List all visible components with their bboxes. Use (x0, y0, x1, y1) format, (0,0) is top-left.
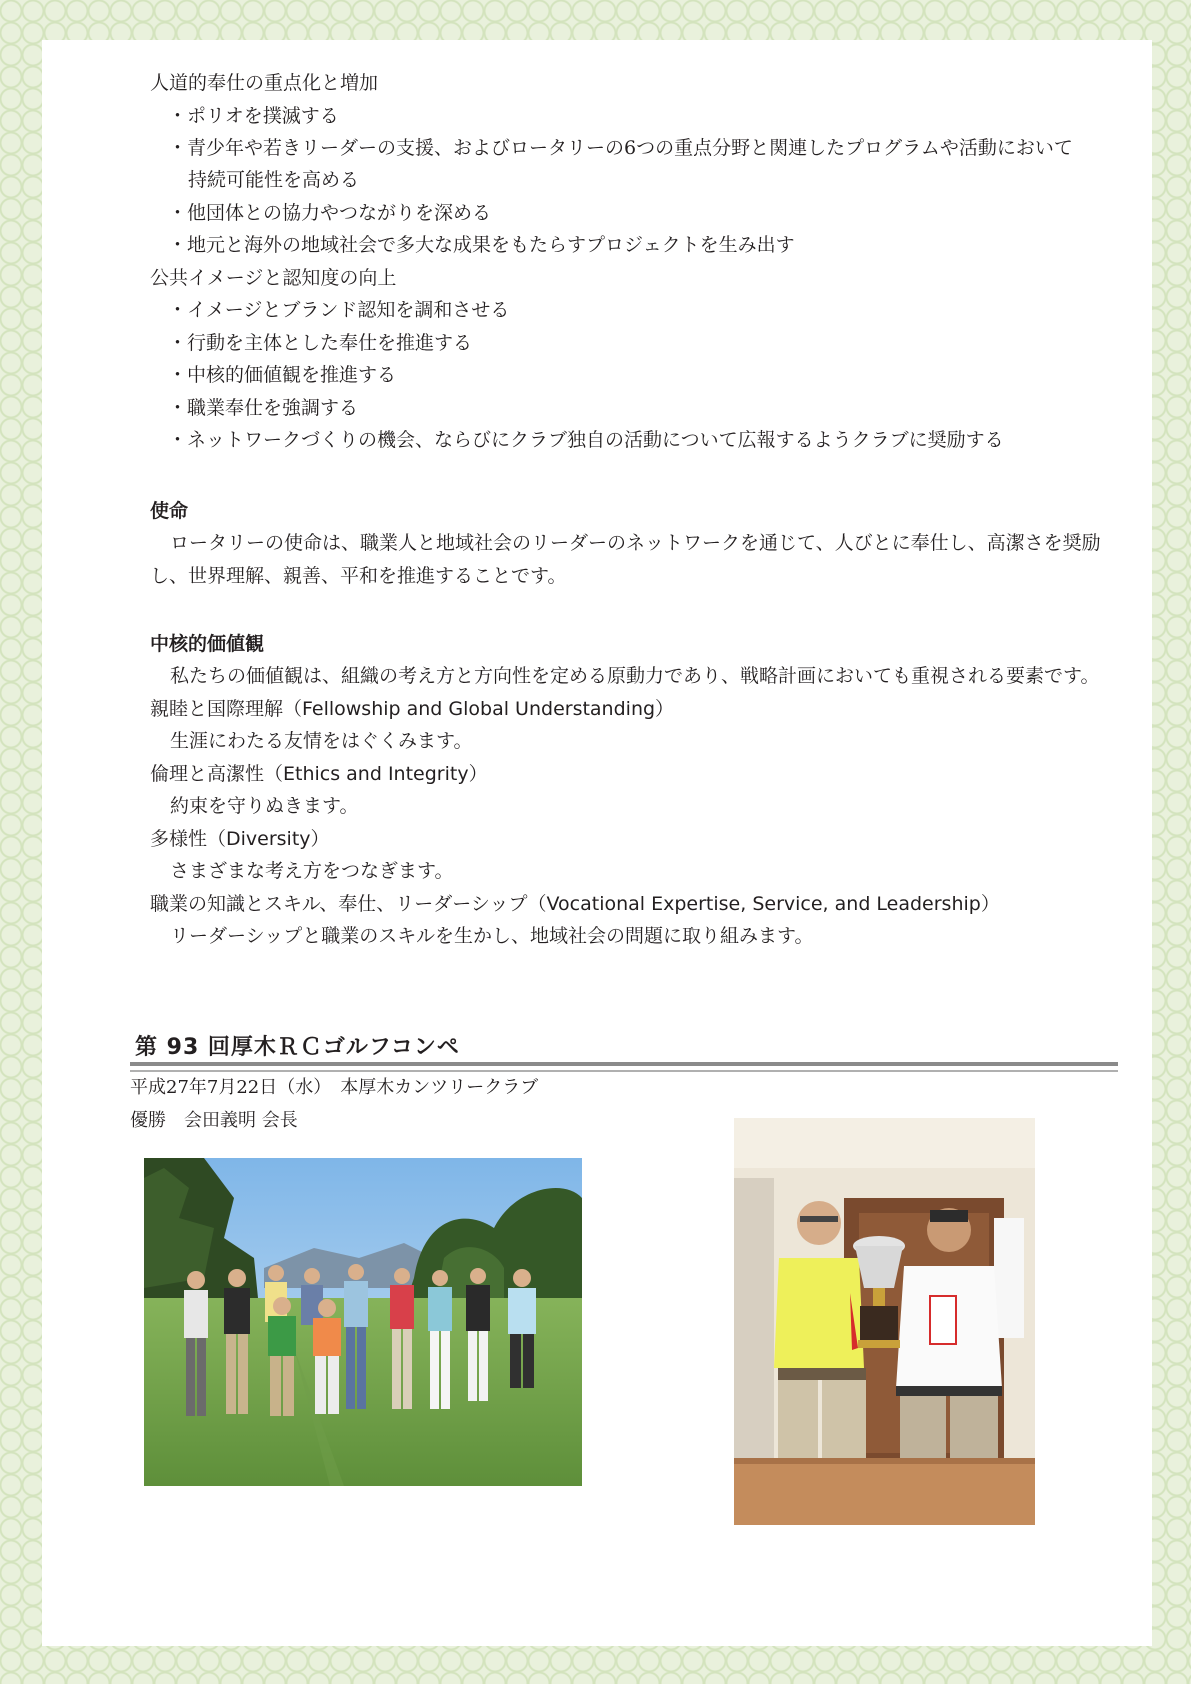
value-name: 職業の知識とスキル、奉仕、リーダーシップ（Vocational Expertise, Service, and Leadership） (150, 893, 1000, 915)
value-name: 多様性（Diversity） (150, 828, 330, 850)
list-item: ・地元と海外の地域社会で多大な成果をもたらすプロジェクトを生み出す (168, 234, 795, 256)
mission-body: ロータリーの使命は、職業人と地域社会のリーダーのネットワークを通じて、人びとに奉仕し、高潔さを奨励し、世界理解、親善、平和を推進することです。 (150, 532, 1101, 587)
golf-title: 第 93 回厚木ＲＣゴルフコンペ (135, 1035, 460, 1060)
list-item: ・ポリオを撲滅する (168, 105, 339, 127)
list-item: ・職業奉仕を強調する (168, 397, 359, 419)
section-heading-public-image: 公共イメージと認知度の向上 (150, 267, 397, 289)
value-desc: リーダーシップと職業のスキルを生かし、地域社会の問題に取り組みます。 (170, 925, 814, 947)
list-item: ・青少年や若きリーダーの支援、およびロータリーの6つの重点分野と関連したプログラムや活動において (168, 137, 1073, 159)
golf-date-venue: 平成27年7月22日（水） 本厚木カンツリークラブ (130, 1077, 539, 1098)
value-name: 親睦と国際理解（Fellowship and Global Understanding） (150, 698, 675, 720)
list-item: ・イメージとブランド認知を調和させる (168, 299, 510, 321)
golf-winner: 優勝 会田義明 会長 (130, 1110, 298, 1131)
list-item: ・行動を主体とした奉仕を推進する (168, 332, 473, 354)
value-desc: 生涯にわたる友情をはぐくみます。 (170, 730, 473, 752)
value-name: 倫理と高潔性（Ethics and Integrity） (150, 763, 488, 785)
value-desc: さまざまな考え方をつなぎます。 (170, 860, 454, 882)
trophy-photo (734, 1118, 1035, 1525)
list-item: ・他団体との協力やつながりを深める (168, 202, 492, 224)
values-intro: 私たちの価値観は、組織の考え方と方向性を定める原動力であり、戦略計画においても重視される要素です。 (170, 665, 1100, 687)
group-photo (144, 1158, 582, 1486)
values-heading: 中核的価値観 (150, 633, 265, 655)
list-item-continuation: 持続可能性を高める (188, 169, 360, 191)
value-desc: 約束を守りぬきます。 (170, 795, 359, 817)
mission-heading: 使命 (150, 500, 189, 522)
title-rule (130, 1062, 1118, 1066)
section-heading-humanitarian: 人道的奉仕の重点化と増加 (150, 72, 379, 94)
list-item: ・ネットワークづくりの機会、ならびにクラブ独自の活動について広報するようクラブに奨励する (168, 429, 1004, 451)
list-item: ・中核的価値観を推進する (168, 364, 397, 386)
